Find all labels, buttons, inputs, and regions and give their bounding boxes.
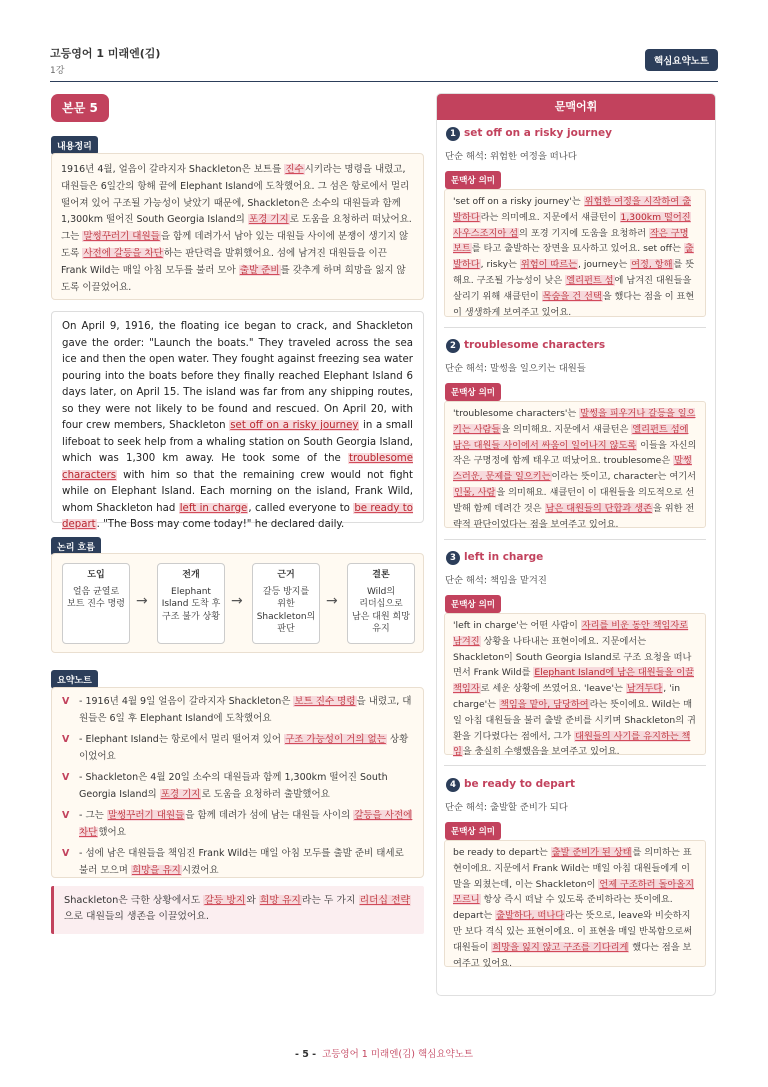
- context-highlight: 여정, 항해: [631, 259, 673, 271]
- summary-text: 시키라는 명령을 내렸고, 대원들은 6일간의 항해 끝에 Elephant Island에 도착했어요. 그 섬은 항로에서 멀리 떨어져 있어 구조될 가능성이 낮았기 때문에, Shackleton은 소수의 대원들과 함께 1,300km 떨어진 South Georgia Island의: [61, 164, 410, 226]
- context-text: 'set off on a risky journey'는: [453, 196, 584, 207]
- flow-step-conclusion: [347, 563, 415, 644]
- check-mark-icon: V: [62, 772, 70, 783]
- note-highlight: 희망을 유지: [131, 864, 181, 876]
- flow-step-development: [157, 563, 225, 644]
- context-box: [444, 401, 706, 528]
- note-highlight: 말썽꾸러기 대원들: [107, 810, 185, 821]
- summary-highlight: 출발 준비: [239, 264, 280, 276]
- check-mark-icon: V: [62, 848, 70, 859]
- context-highlight: 언제 구조하러 돌아올지 모르니: [453, 878, 694, 906]
- simple-prefix: 단순 해석:: [445, 363, 490, 374]
- conclusion-text: 으로 대원들의 생존을 이끌었어요.: [64, 911, 209, 922]
- context-text: 를 타고 출발하는 장면을 묘사하고 있어요. set off는: [471, 243, 684, 255]
- context-highlight: 작은 구명보트: [453, 227, 689, 255]
- note-text: - 그는: [79, 810, 107, 821]
- note-text: - Elephant Island는 항로에서 멀리 떨어져 있어: [79, 734, 285, 745]
- passage-highlight: left in charge: [179, 502, 248, 514]
- passage-highlight: set off on a risky journey: [230, 420, 359, 431]
- vocab-number-badge: 2: [446, 339, 460, 353]
- flow-step-title: 전개: [182, 570, 200, 580]
- page-number: - 5 -: [294, 1049, 317, 1060]
- flow-step-title: 도입: [87, 570, 105, 580]
- note-text: 상황이었어요: [79, 734, 409, 762]
- conclusion-text: Shackleton은 극한 상황에서도: [64, 895, 204, 906]
- note-item: [62, 808, 413, 841]
- vocab-divider: [444, 765, 706, 766]
- note-item: [62, 846, 413, 879]
- simple-prefix: 단순 해석:: [445, 151, 490, 162]
- summary-text: 1916년 4월, 얼음이 갈라지자 Shackleton은 보트를: [61, 164, 285, 175]
- flow-step-title: 결론: [372, 570, 390, 580]
- simple-text: 위험한 여정을 떠나다: [489, 151, 577, 162]
- summary-notes: [51, 687, 424, 878]
- context-text: 상황을 나타내는 표현이에요. 지문에서는 Shackleton이 South Georgia Island로 구조 요청을 떠나면서 Frank Wild를: [453, 635, 692, 679]
- check-mark-icon: V: [62, 696, 70, 707]
- context-text: , risky는: [480, 259, 520, 271]
- passage-text: On April 9, 1916, the floating ice began to crack, and Shackleton gave the order: "Launch the boats." They traveled across the sea ice and then the open water. They fought against freezing sea water pouring into the boats before they finally reached Elephant Island 6 days later, on April 15. The island was far from any shipping routes, so they were not likely to be found and rescued. On April 20, with four crew members, Shackleton: [62, 321, 413, 431]
- context-text: 를 의미하는 표현이에요. 지문에서 Frank Wild는 매일 아침 대원들에게 이 말을 외쳤는데, 이는 Shackleton이: [453, 847, 692, 890]
- summary-text: 로 도움을 요청하러 떠났어요. 그는: [61, 214, 412, 243]
- context-text: 이라는 뜻이고, character는 여기서: [551, 471, 696, 483]
- arrow-right-icon: →: [136, 593, 148, 609]
- vocab-divider: [444, 327, 706, 328]
- flow-step-evidence: [252, 563, 320, 644]
- note-highlight: 갈등을 사전에 차단: [79, 810, 413, 838]
- context-text: 에 남겨진 대원들을 살리기 위해 섀클턴이: [453, 274, 692, 302]
- vocab-simple-meaning: [445, 799, 568, 813]
- context-box: [444, 189, 706, 317]
- context-text: 를 뜻해요. 구조될 가능성이 낮은: [453, 259, 695, 286]
- context-text: 을 충실히 수행했음을 보여주고 있어요.: [462, 746, 620, 758]
- passage-text: with him so that the remaining crew would not fight while on Elephant Island. Each morning on the island, Frank Wild, whom Shackleton had: [62, 469, 413, 514]
- note-text: 시켰어요: [181, 864, 219, 876]
- context-highlight: 말썽을 피우거나 갈등을 일으키는 사람들: [453, 408, 696, 435]
- conclusion-callout: [51, 886, 424, 934]
- context-highlight: 자리를 비운 동안 책임자로 남겨진: [453, 620, 689, 647]
- passage-text: . "The Boss may come today!" he declared daily.: [96, 519, 345, 530]
- document-title: 고등영어 1 미래엔(김): [50, 47, 161, 60]
- conclusion-text: 와: [246, 895, 259, 906]
- vocab-phrase: be ready to depart: [464, 778, 576, 790]
- summary-text: 을 함께 데려가서 남아 있는 대원들 사이에 분쟁이 생기지 않도록: [61, 231, 409, 259]
- summary-highlight: 사전에 갈등을 차단: [83, 247, 163, 259]
- conclusion-highlight: 희망 유지: [259, 895, 301, 906]
- context-text: 했다는 점을 보여주고 있어요.: [453, 941, 692, 969]
- context-label: 문맥상 의미: [445, 822, 501, 840]
- flow-label: 논리 흐름: [51, 537, 101, 556]
- context-text: 의 포경 기지에 도움을 요청하러: [519, 227, 650, 239]
- note-text: - 섬에 남은 대원들을 책임진 Frank Wild는 매일 아침 모두를 출발 준비 태세로 불러 모으며: [79, 848, 404, 876]
- context-highlight: 엘리펀트 섬: [566, 274, 614, 286]
- context-highlight: 엘리펀트 섬에 남은 대원들 사이에서 싸움이 일어나지 않도록: [453, 423, 689, 451]
- context-highlight: 위험이 따르는: [520, 259, 577, 271]
- context-label: 문맥상 의미: [445, 595, 501, 613]
- note-item: [62, 770, 413, 803]
- summary-text: 하는 판단력을 발휘했어요. 섬에 남겨진 대원들을 이끈 Frank Wild는 매일 아침 모두를 불러 모아: [61, 247, 387, 276]
- note-text: - 1916년 4월 9일 얼음이 갈라지자 Shackleton은: [79, 696, 294, 707]
- vocab-number-badge: 4: [446, 778, 460, 792]
- vocab-divider: [444, 539, 706, 540]
- summary-highlight: 진수: [285, 164, 304, 175]
- vocab-simple-meaning: [445, 572, 547, 586]
- arrow-right-icon: →: [231, 593, 243, 609]
- context-text: 라는 뜻이에요. Wild는 매일 아침 대원들을 불러 출발 준비를 시키며 Shackleton의 귀환을 기다렸다는 점에서, 그가: [453, 698, 696, 742]
- context-highlight: 1,300km 떨어진 사우스조지아 섬: [453, 211, 691, 239]
- context-text: 을 의미해요. 섀클턴이 이 대원들을 의도적으로 선발해 함께 데려간 것은: [453, 486, 695, 514]
- note-text: 을 내렸고, 대원들은 6일 후 Elephant Island에 도착했어요: [79, 696, 412, 724]
- context-highlight: 남은 대원들의 단합과 생존: [545, 502, 652, 514]
- context-text: 을 했다는 점을 이 표현이 생생하게 보여주고 있어요.: [453, 290, 695, 318]
- context-highlight: 책임을 맡아, 담당하여: [499, 698, 589, 710]
- section-title: 본문 5: [51, 94, 109, 122]
- context-highlight: 출발하다, 떠나다: [496, 910, 565, 922]
- note-highlight: 포경 기지: [160, 788, 201, 800]
- vocab-simple-meaning: [445, 148, 577, 162]
- note-highlight: 구조 가능성이 거의 없는: [285, 734, 386, 745]
- context-box: [444, 840, 706, 967]
- summary-highlight: 말썽꾸러기 대원들: [83, 231, 160, 243]
- summary-highlight: 포경 기지: [248, 214, 289, 226]
- arrow-right-icon: →: [326, 593, 338, 609]
- context-text: 'left in charge'는 어떤 사람이: [453, 620, 581, 631]
- conclusion-highlight: 갈등 방지: [204, 895, 246, 906]
- note-item: [62, 694, 413, 727]
- conclusion-highlight: 리더십 전략: [359, 895, 410, 906]
- lesson-label: 1강: [50, 66, 65, 76]
- context-highlight: 대원들의 사기를 유지하는 책임: [453, 730, 691, 758]
- flow-step-intro: [62, 563, 130, 644]
- summary-text: 를 갖추게 하며 희망을 잃지 않도록 이끌었어요.: [61, 264, 406, 293]
- conclusion-text: 라는 두 가지: [301, 895, 359, 906]
- summary-label: 내용정리: [51, 136, 98, 155]
- note-text: 했어요: [98, 826, 126, 838]
- context-text: 라는 의미예요. 지문에서 섀클턴이: [480, 211, 620, 223]
- simple-text: 책임을 맡겨진: [489, 575, 547, 586]
- context-text: 라는 뜻으로, leave와 비슷하지만 보다 격식 있는 표현이에요. 이 표현을 매일 반복함으로써 대원들이: [453, 910, 693, 953]
- page-footer: [0, 1046, 768, 1060]
- context-highlight: 출발 준비가 된 상태: [551, 847, 632, 858]
- vocab-number-badge: 3: [446, 551, 460, 565]
- header-divider: [50, 81, 718, 82]
- context-label: 문맥상 의미: [445, 171, 501, 189]
- context-text: 이들을 자신의 작은 구명정에 함께 태우고 떠났어요. troublesome은: [453, 439, 697, 467]
- passage-text: in a small lifeboat to seek help from a whaling station on South Georgia Island, which was 1,300 km away. He took some of the: [62, 420, 414, 464]
- passage-highlight: troublesome characters: [62, 453, 413, 481]
- passage-text: , called everyone to: [248, 502, 354, 514]
- note-item: [62, 732, 413, 765]
- vocab-phrase: left in charge: [464, 551, 544, 563]
- context-highlight: 위험한 여정을 시작하여 출발하다: [453, 196, 691, 223]
- check-mark-icon: V: [62, 734, 70, 745]
- flow-step-desc: 갈등 방지를 위한 Shackleton의 판단: [256, 586, 316, 634]
- vocab-number-badge: 1: [446, 127, 460, 141]
- context-text: , journey는: [578, 259, 631, 271]
- summary-box: [51, 153, 424, 300]
- context-text: , 'in charge'는: [453, 683, 681, 710]
- passage-box: [51, 311, 424, 530]
- footer-title: 고등영어 1 미래엔(김) 핵심요약노트: [322, 1049, 474, 1060]
- passage-highlight: be ready to depart: [62, 502, 414, 530]
- context-highlight: 목숨을 건 선택: [542, 290, 602, 302]
- context-highlight: Elephant Island에 남은 대원들을 이끌 책임자: [453, 667, 694, 695]
- vocab-phrase: set off on a risky journey: [464, 127, 612, 139]
- context-highlight: 말썽스러운, 문제를 일으키는: [453, 455, 692, 483]
- context-highlight: 출발하다: [453, 243, 694, 271]
- context-text: 'troublesome characters'는: [453, 408, 580, 419]
- note-text: 을 함께 데려가 섬에 남는 대원들 사이의: [185, 810, 354, 821]
- check-mark-icon: V: [62, 810, 70, 821]
- note-highlight: 보트 진수 명령: [294, 696, 356, 707]
- context-highlight: 희망을 잃지 않고 구조를 기다리게: [492, 941, 629, 953]
- simple-prefix: 단순 해석:: [445, 802, 490, 813]
- flow-step-title: 근거: [277, 570, 295, 580]
- simple-text: 말썽을 일으키는 대원들: [489, 363, 586, 374]
- context-label: 문맥상 의미: [445, 383, 501, 401]
- flow-step-desc: 얼음 균열로 보트 진수 명령: [67, 586, 125, 609]
- context-text: 을 위한 전략적 판단이었다는 점을 보여주고 있어요.: [453, 502, 695, 530]
- context-highlight: 인물, 사람: [454, 486, 496, 498]
- context-box: [444, 613, 706, 758]
- flow-step-desc: Elephant Island 도착 후 구조 불가 상황: [161, 586, 221, 622]
- context-text: 로 세운 상황에 쓰였어요. 'leave'는: [480, 683, 626, 695]
- logic-flow: [51, 553, 424, 653]
- context-text: be ready to depart는: [453, 847, 551, 858]
- simple-prefix: 단순 해석:: [445, 575, 490, 586]
- header-badge: 핵심요약노트: [645, 49, 718, 71]
- vocab-panel-header: 문맥어휘: [437, 94, 715, 120]
- simple-text: 출발할 준비가 되다: [489, 802, 568, 813]
- context-highlight: 남겨두다: [626, 683, 663, 695]
- note-text: 로 도움을 요청하러 출발했어요: [201, 788, 330, 800]
- context-text: 을 의미해요. 지문에서 섀클턴은: [501, 423, 632, 435]
- vocab-phrase: troublesome characters: [464, 339, 606, 351]
- context-text: 항상 즉시 떠날 수 있도록 준비하라는 뜻이에요. depart는: [453, 894, 673, 922]
- notes-label: 요약노트: [51, 670, 98, 689]
- flow-step-desc: Wild의 리더십으로 남은 대원 희망 유지: [352, 586, 410, 634]
- vocab-simple-meaning: [445, 360, 586, 374]
- note-text: - Shackleton은 4월 20일 소수의 대원들과 함께 1,300km 떨어진 South Georgia Island의: [79, 772, 388, 800]
